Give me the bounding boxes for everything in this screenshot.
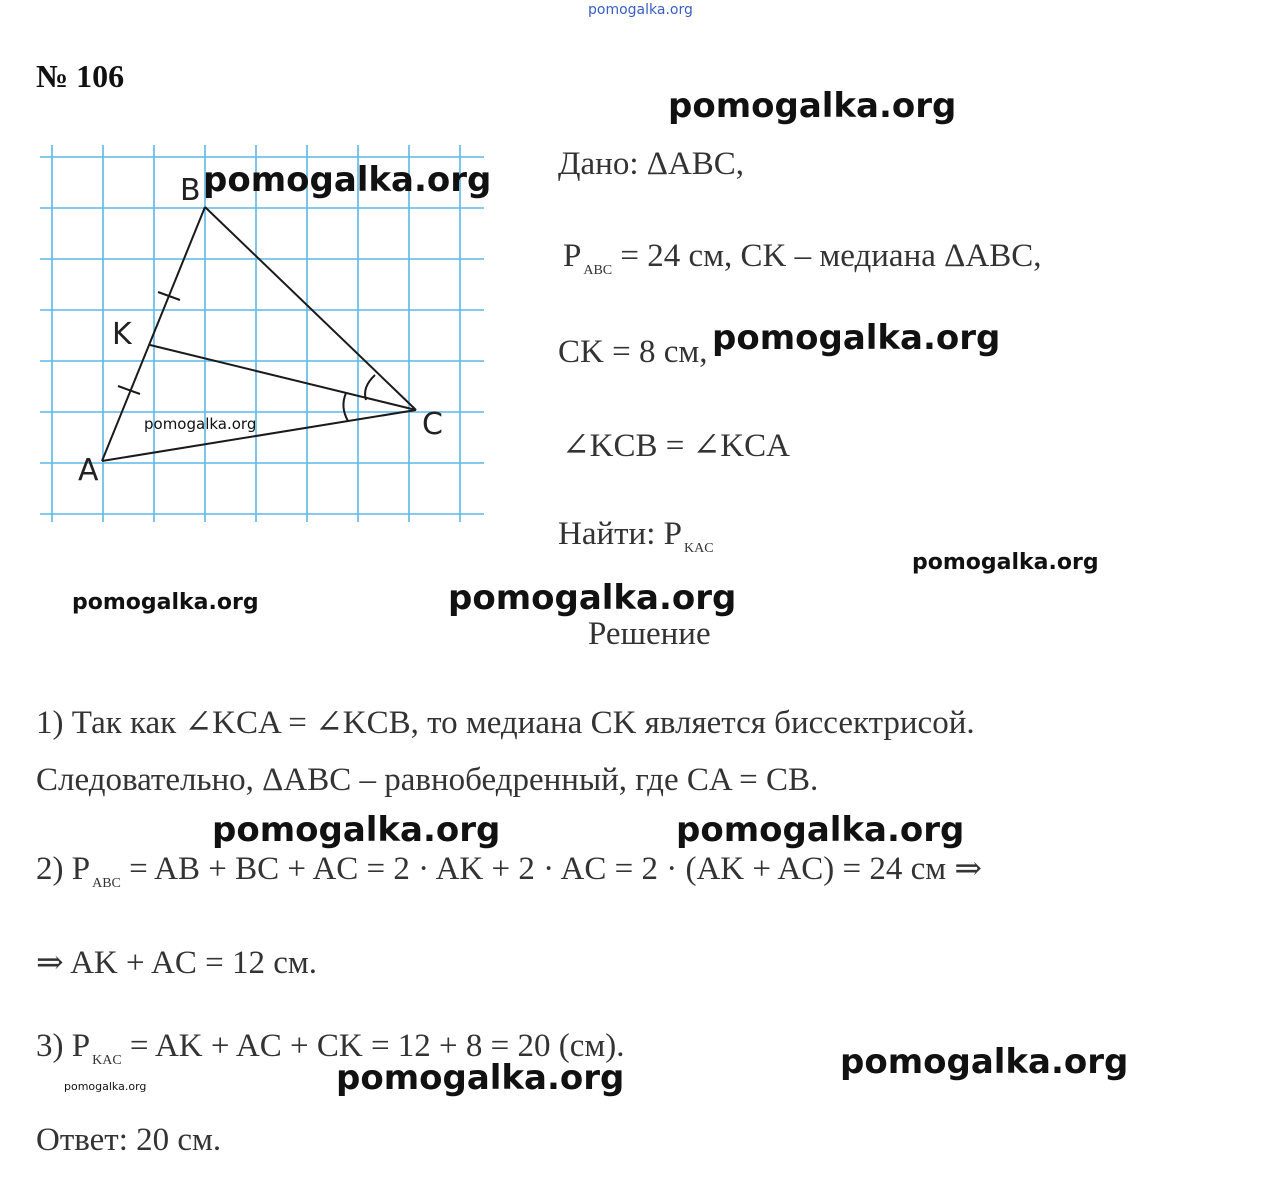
step-1-line-a: 1) Так как ∠KCA = ∠KCB, то медиана CK является биссектрисой. xyxy=(36,705,975,741)
step-3-line: 3) P $_{KAC}$ = AK + AC + CK = 12 + 8 = 20 (см). xyxy=(36,1028,625,1068)
solution-heading: Решение xyxy=(588,616,711,652)
given-line-3: CK = 8 см, xyxy=(558,334,708,370)
step-2-line: 2) P $_{ABC}$ = AB + BC + AC = 2 · AK + 2 · AC = 2 · (AK + AC) = 24 см ⇒ xyxy=(36,851,983,891)
problem-number: № 106 xyxy=(36,58,125,94)
median-ck xyxy=(150,345,416,410)
given-line-2: P $_{ABC}$ = 24 см, CK – медиана ΔABC, xyxy=(563,238,1042,278)
watermark: pomogalka.org xyxy=(64,1080,147,1093)
label-c: C xyxy=(422,407,443,442)
watermark: pomogalka.org xyxy=(912,550,1099,575)
watermark: pomogalka.org xyxy=(336,1058,625,1098)
watermark: pomogalka.org xyxy=(72,590,259,615)
watermark: pomogalka.org xyxy=(676,810,965,850)
watermark: pomogalka.org xyxy=(712,318,1001,358)
watermark: pomogalka.org xyxy=(203,160,492,200)
angle-arc-kca xyxy=(343,393,348,421)
watermark-top: pomogalka.org xyxy=(588,2,693,18)
step-1-line-b: Следовательно, ΔABC – равнобедренный, где CA = CB. xyxy=(36,762,819,798)
triangle-figure xyxy=(36,145,488,525)
label-k: K xyxy=(112,317,132,352)
watermark: pomogalka.org xyxy=(668,86,957,126)
watermark: pomogalka.org xyxy=(448,578,737,618)
find-line: Найти: P $_{KAC}$ xyxy=(558,516,714,556)
angle-arc-kcb xyxy=(365,375,375,400)
grid xyxy=(40,145,484,522)
answer-line: Ответ: 20 см. xyxy=(36,1122,222,1158)
watermark: pomogalka.org xyxy=(840,1042,1129,1082)
step-2-continuation: ⇒ AK + AC = 12 см. xyxy=(36,945,318,981)
side-bc xyxy=(205,207,416,410)
label-a: A xyxy=(78,453,99,488)
watermark: pomogalka.org xyxy=(144,415,257,433)
given-line-1: Дано: ΔABC, xyxy=(558,146,745,182)
given-line-4: ∠KCB = ∠KCA xyxy=(562,428,790,464)
label-b: B xyxy=(180,173,201,208)
watermark: pomogalka.org xyxy=(212,810,501,850)
